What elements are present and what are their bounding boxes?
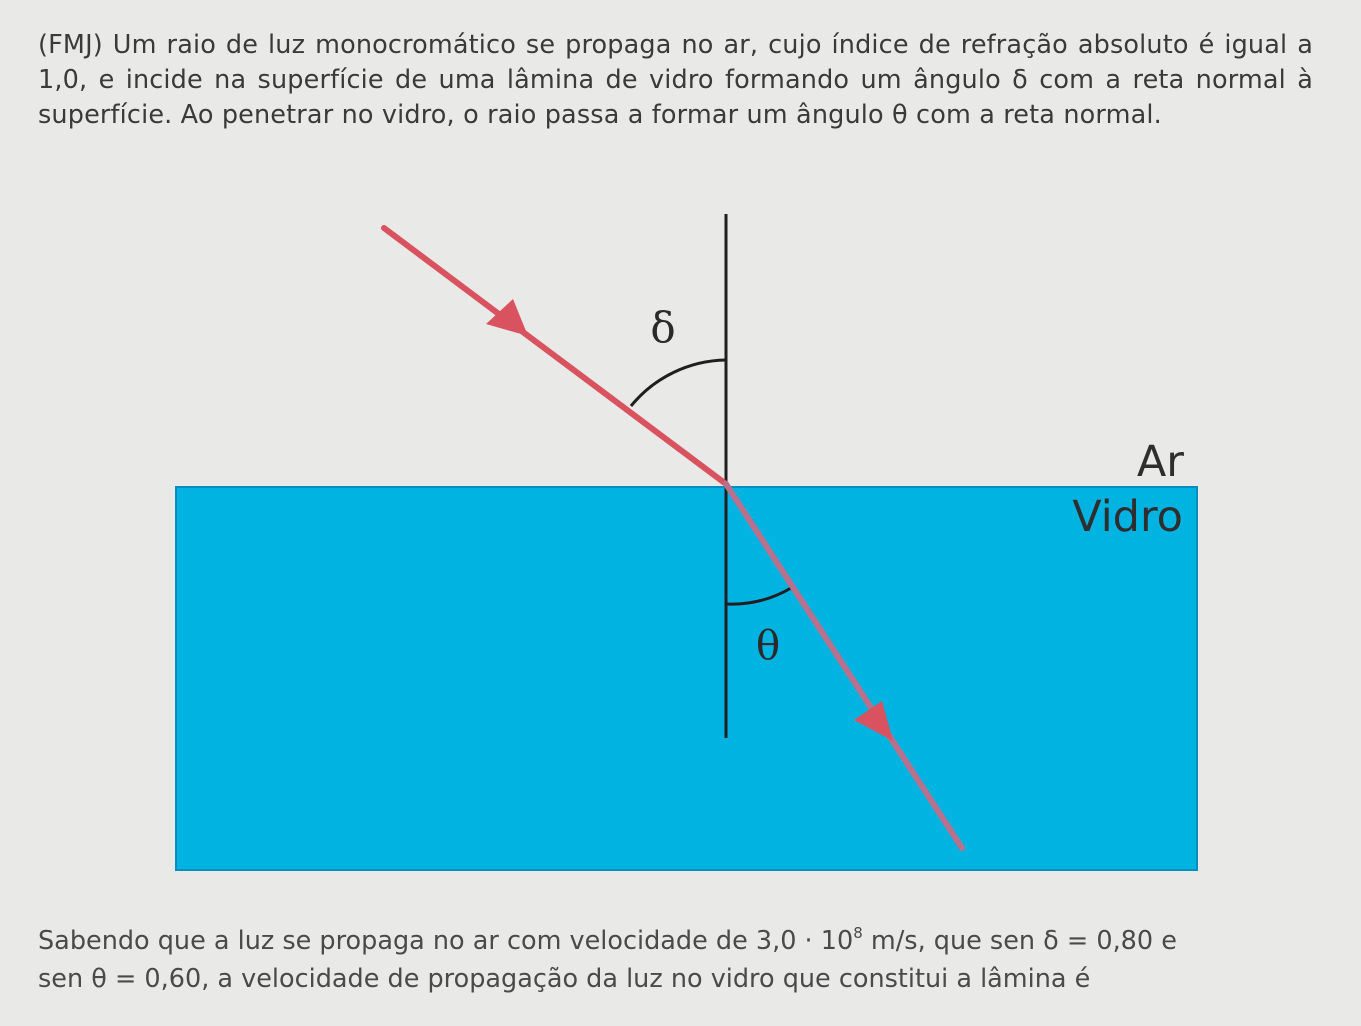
delta-symbol: δ [650, 303, 676, 352]
outro-line-1-part1: Sabendo que a luz se propaga no ar com velocidade de 3,0 · 10 [38, 926, 854, 956]
outro-line-2: sen θ = 0,60, a velocidade de propagação da luz no vidro que constitui a lâmina é [38, 964, 1091, 994]
glass-slab [176, 487, 1197, 870]
outro-line-1-part2: m/s, que sen δ = 0,80 e [862, 926, 1177, 956]
outro-line-1 [38, 922, 1318, 960]
theta-symbol: θ [755, 623, 781, 669]
incident-angle-arc [631, 360, 726, 406]
exponent: 8 [853, 923, 863, 942]
question-intro: (FMJ) Um raio de luz monocromático se propaga no ar, cujo índice de refração absoluto é igual a 1,0, e incide na superfície de uma lâmina de vidro formando um ângulo δ com a reta normal à superfície. Ao penetrar no vidro, o raio passa a formar um ângulo θ com a reta normal. [38, 30, 1313, 130]
incident-ray [384, 228, 726, 484]
air-label: Ar [1136, 437, 1184, 487]
glass-label: Vidro [1072, 492, 1183, 542]
incident-ray-arrowhead [486, 299, 528, 336]
question-outro [38, 922, 1318, 998]
